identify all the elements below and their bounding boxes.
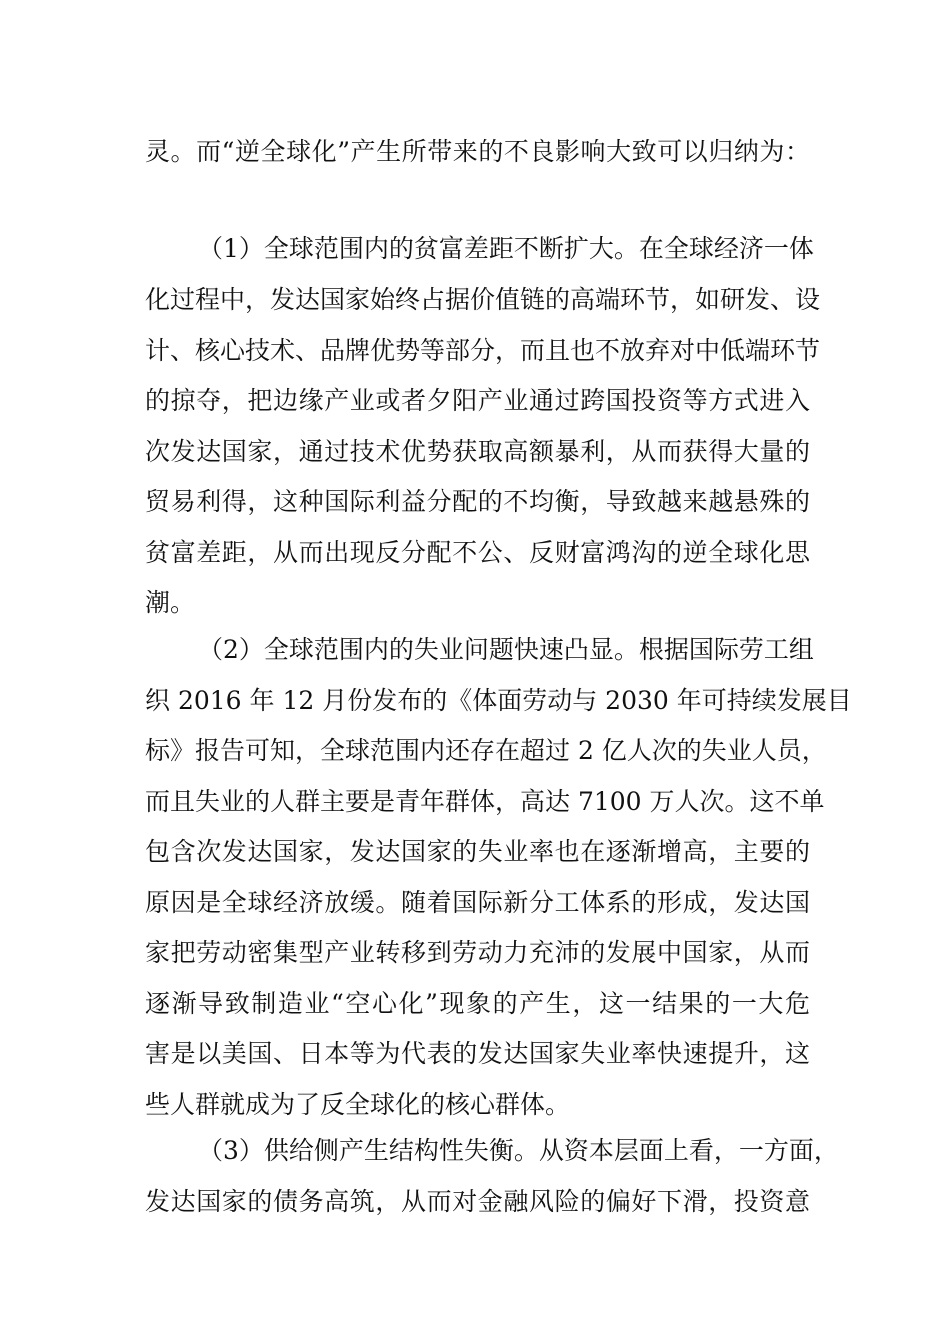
text-line: 织 2016 年 12 月份发布的《体面劳动与 2030 年可持续发展目 — [145, 686, 852, 715]
paragraph-1-first-line: （1）全球范围内的贫富差距不断扩大。在全球经济一体 — [198, 234, 814, 263]
text-line: 次发达国家，通过技术优势获取高额暴利，从而获得大量的 — [145, 437, 810, 466]
text-line: 而且失业的人群主要是青年群体，高达 7100 万人次。这不单 — [145, 787, 825, 816]
text-line: 逐渐导致制造业“空心化”现象的产生，这一结果的一大危 — [145, 989, 810, 1018]
paragraph-2-first-line: （2）全球范围内的失业问题快速凸显。根据国际劳工组 — [198, 635, 814, 664]
text-line: 原因是全球经济放缓。随着国际新分工体系的形成，发达国 — [145, 888, 810, 917]
text-line: 灵。而“逆全球化”产生所带来的不良影响大致可以归纳为： — [145, 137, 810, 166]
text-line: 贫富差距，从而出现反分配不公、反财富鸿沟的逆全球化思 — [145, 538, 810, 567]
paragraph-3-first-line: （3）供给侧产生结构性失衡。从资本层面上看，一方面， — [198, 1136, 839, 1165]
text-line: 计、核心技术、品牌优势等部分，而且也不放弃对中低端环节 — [145, 336, 821, 365]
text-line: 贸易利得，这种国际利益分配的不均衡，导致越来越悬殊的 — [145, 487, 810, 516]
text-line: 的掠夺，把边缘产业或者夕阳产业通过跨国投资等方式进入 — [145, 386, 810, 415]
text-line: 包含次发达国家，发达国家的失业率也在逐渐增高，主要的 — [145, 837, 810, 866]
text-line: 发达国家的债务高筑，从而对金融风险的偏好下滑，投资意 — [145, 1187, 810, 1216]
text-line: 化过程中，发达国家始终占据价值链的高端环节，如研发、设 — [145, 285, 821, 314]
text-line: 害是以美国、日本等为代表的发达国家失业率快速提升，这 — [145, 1039, 810, 1068]
text-line: 些人群就成为了反全球化的核心群体。 — [145, 1090, 571, 1119]
text-line: 标》报告可知，全球范围内还存在超过 2 亿人次的失业人员， — [145, 736, 827, 765]
text-line: 潮。 — [145, 588, 196, 617]
text-line: 家把劳动密集型产业转移到劳动力充沛的发展中国家，从而 — [145, 938, 810, 967]
